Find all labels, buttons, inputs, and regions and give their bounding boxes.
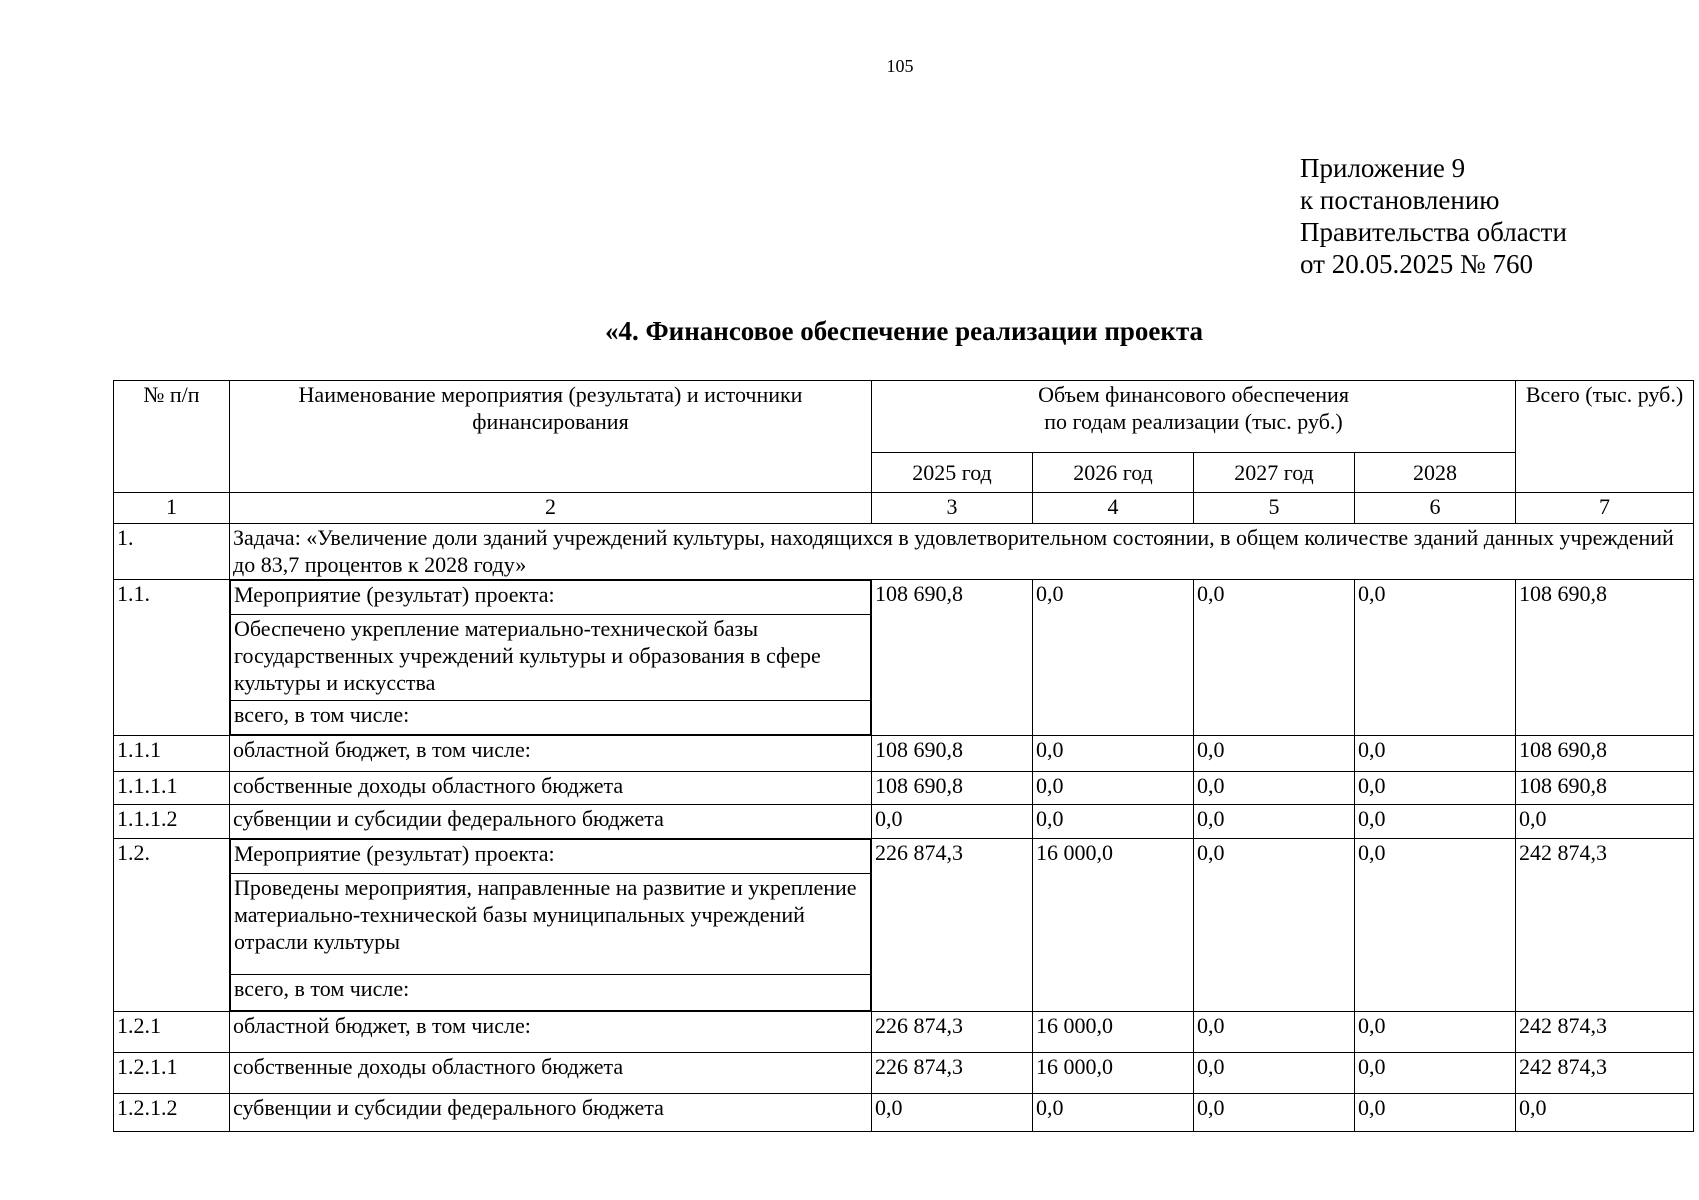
table-row <box>114 1053 1694 1094</box>
measure-label: Мероприятие (результат) проекта: <box>231 840 871 874</box>
value-cell: 0,0 <box>1355 772 1516 805</box>
value-cell: 0,0 <box>1194 1012 1355 1053</box>
row-name: собственные доходы областного бюджета <box>230 772 872 805</box>
header-total: Всего (тыс. руб.) <box>1516 381 1694 493</box>
value-cell: 108 690,8 <box>872 580 1033 736</box>
row-name: собственные доходы областного бюджета <box>230 1053 872 1094</box>
row-name: субвенции и субсидии федерального бюджета <box>230 805 872 839</box>
row-num: 1.2.1.1 <box>114 1053 230 1094</box>
header-name: Наименование мероприятия (результата) и источники финансирования <box>230 381 872 493</box>
measure-description: Обеспечено укрепление материально-технической базы государственных учреждений культуры и образования в сфере культуры и искусства <box>231 615 871 701</box>
value-cell: 108 690,8 <box>872 772 1033 805</box>
value-cell: 0,0 <box>1194 736 1355 772</box>
column-index: 6 <box>1355 493 1516 524</box>
value-cell: 0,0 <box>1355 805 1516 839</box>
measure-name-stack <box>230 839 871 1011</box>
column-index-row <box>114 493 1694 524</box>
value-cell: 226 874,3 <box>872 839 1033 1012</box>
value-cell: 0,0 <box>1194 1094 1355 1132</box>
measure-name-cell <box>230 580 872 736</box>
header-year: 2027 год <box>1194 453 1355 493</box>
task-text: Задача: «Увеличение доли зданий учреждений культуры, находящихся в удовлетворительном состоянии, в общем количестве зданий данных учреждений до 83,7 процентов к 2028 году» <box>230 524 1694 580</box>
value-cell: 16 000,0 <box>1033 1012 1194 1053</box>
header-volume-line: по годам реализации (тыс. руб.) <box>1044 409 1343 434</box>
column-index: 1 <box>114 493 230 524</box>
financing-table <box>113 380 1694 1132</box>
measure-total-label: всего, в том числе: <box>231 975 871 1011</box>
measure-name-cell <box>230 839 872 1012</box>
value-cell: 242 874,3 <box>1516 839 1694 1012</box>
row-num: 1.1.1 <box>114 736 230 772</box>
row-name: субвенции и субсидии федерального бюджета <box>230 1094 872 1132</box>
row-num: 1.1.1.2 <box>114 805 230 839</box>
appendix-line: Приложение 9 <box>1300 153 1466 183</box>
value-cell: 16 000,0 <box>1033 1053 1194 1094</box>
row-num: 1.2. <box>114 839 230 1012</box>
appendix-line: к постановлению <box>1300 185 1500 215</box>
value-cell: 108 690,8 <box>1516 580 1694 736</box>
header-row <box>114 381 1694 453</box>
value-cell: 0,0 <box>872 805 1033 839</box>
table-row <box>114 1012 1694 1053</box>
value-cell: 226 874,3 <box>872 1012 1033 1053</box>
value-cell: 0,0 <box>1516 805 1694 839</box>
header-volume <box>872 381 1516 453</box>
header-volume-line: Объем финансового обеспечения <box>1038 382 1349 407</box>
row-num: 1.1. <box>114 580 230 736</box>
value-cell: 0,0 <box>1355 1053 1516 1094</box>
measure-description: Проведены мероприятия, направленные на развитие и укрепление материально-технической базы муниципальных учреждений отрасли культуры <box>231 874 871 975</box>
row-name: областной бюджет, в том числе: <box>230 736 872 772</box>
value-cell: 0,0 <box>1194 772 1355 805</box>
page-number: 105 <box>886 56 914 76</box>
table-row <box>114 736 1694 772</box>
value-cell: 0,0 <box>1355 1012 1516 1053</box>
value-cell: 0,0 <box>1033 772 1194 805</box>
measure-row <box>114 839 1694 1012</box>
measure-row <box>114 580 1694 736</box>
value-cell: 108 690,8 <box>1516 736 1694 772</box>
value-cell: 108 690,8 <box>1516 772 1694 805</box>
task-row <box>114 524 1694 580</box>
appendix-line: от 20.05.2025 № 760 <box>1300 249 1533 279</box>
value-cell: 0,0 <box>1355 1094 1516 1132</box>
table-row <box>114 805 1694 839</box>
value-cell: 0,0 <box>1194 839 1355 1012</box>
header-num: № п/п <box>114 381 230 493</box>
row-num: 1. <box>114 524 230 580</box>
row-num: 1.2.1.2 <box>114 1094 230 1132</box>
header-year: 2028 <box>1355 453 1516 493</box>
value-cell: 0,0 <box>1033 580 1194 736</box>
value-cell: 16 000,0 <box>1033 839 1194 1012</box>
measure-label: Мероприятие (результат) проекта: <box>231 581 871 615</box>
column-index: 3 <box>872 493 1033 524</box>
value-cell: 0,0 <box>1355 580 1516 736</box>
row-num: 1.2.1 <box>114 1012 230 1053</box>
value-cell: 0,0 <box>1194 1053 1355 1094</box>
value-cell: 108 690,8 <box>872 736 1033 772</box>
value-cell: 0,0 <box>1516 1094 1694 1132</box>
header-year: 2025 год <box>872 453 1033 493</box>
document-title: «4. Финансовое обеспечение реализации проекта <box>604 316 1204 346</box>
table-row <box>114 772 1694 805</box>
value-cell: 0,0 <box>1033 1094 1194 1132</box>
value-cell: 242 874,3 <box>1516 1012 1694 1053</box>
value-cell: 226 874,3 <box>872 1053 1033 1094</box>
value-cell: 0,0 <box>1355 736 1516 772</box>
value-cell: 0,0 <box>1194 580 1355 736</box>
appendix-block <box>1300 152 1567 280</box>
column-index: 5 <box>1194 493 1355 524</box>
row-num: 1.1.1.1 <box>114 772 230 805</box>
header-year: 2026 год <box>1033 453 1194 493</box>
value-cell: 0,0 <box>1194 805 1355 839</box>
value-cell: 0,0 <box>872 1094 1033 1132</box>
table-row <box>114 1094 1694 1132</box>
measure-total-label: всего, в том числе: <box>231 701 871 735</box>
value-cell: 242 874,3 <box>1516 1053 1694 1094</box>
column-index: 7 <box>1516 493 1694 524</box>
value-cell: 0,0 <box>1355 839 1516 1012</box>
value-cell: 0,0 <box>1033 736 1194 772</box>
value-cell: 0,0 <box>1033 805 1194 839</box>
column-index: 2 <box>230 493 872 524</box>
column-index: 4 <box>1033 493 1194 524</box>
appendix-line: Правительства области <box>1300 217 1567 247</box>
measure-name-stack <box>230 580 871 735</box>
row-name: областной бюджет, в том числе: <box>230 1012 872 1053</box>
